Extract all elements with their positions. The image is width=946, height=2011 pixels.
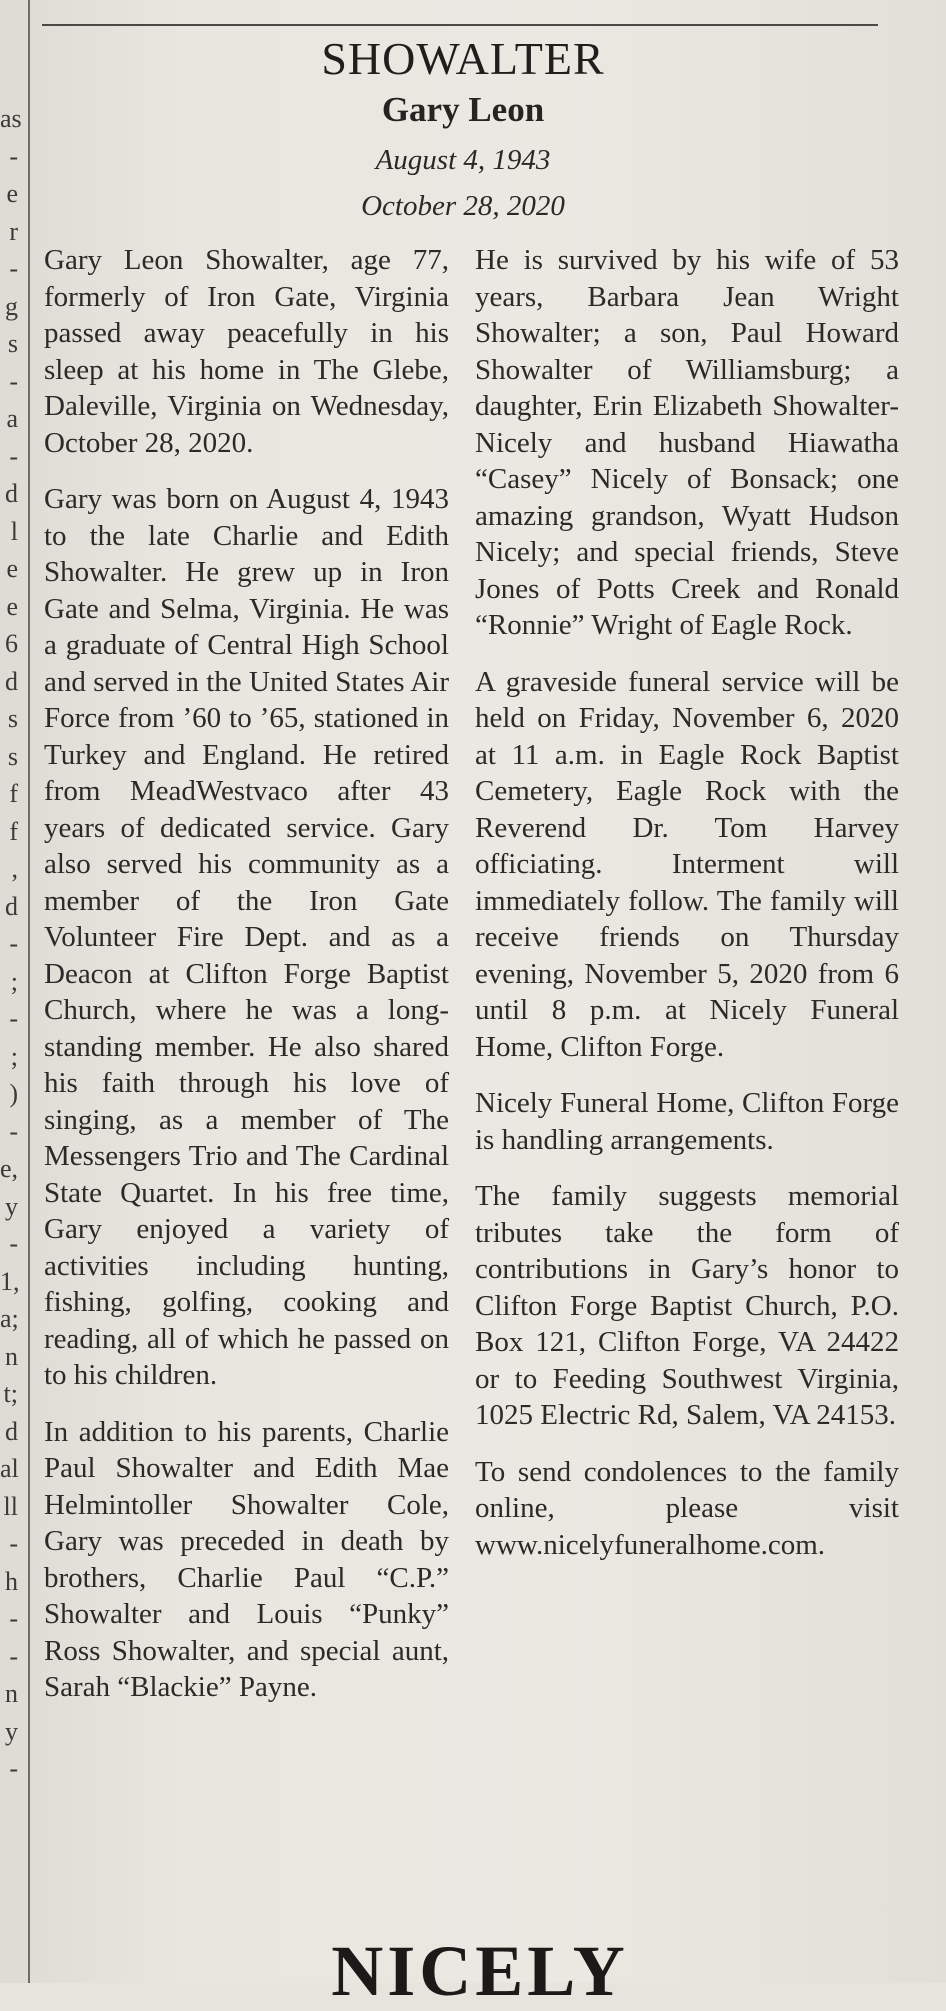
paragraph-intro: Gary Leon Showalter, age 77, formerly of Iron Gate, Virginia passed away peacefully in his sleep at his home in The Glebe, Daleville, Virginia on Wednesday, October 28, 2020. [44,244,449,459]
fragment: a [6,404,18,433]
fragment: 6 [5,629,18,658]
fragment: - [9,1004,18,1033]
fragment: - [9,1529,18,1558]
fragment: r [9,216,18,246]
fragment: a; [0,1304,19,1333]
fragment: e [6,591,18,621]
fragment: d [5,1416,18,1446]
fragment: - [9,1641,18,1671]
fragment: n [5,1341,18,1371]
fragment: al [0,1454,19,1483]
fragment: f [9,779,18,808]
obituary-surname: SHOWALTER [321,33,605,84]
fragment: - [9,1116,18,1146]
fragment: ) [9,1079,18,1108]
paragraph-condolences: To send condolences to the family online, please visit www.nicelyfuneralhome.com. [475,1455,899,1561]
paragraph-arrangements: Nicely Funeral Home, Clifton Forge is handling arrangements. [475,1087,899,1156]
fragment: - [9,366,18,396]
fragment: e [6,554,18,583]
top-rule [42,24,878,26]
fragment: y [5,1716,18,1746]
fragment: d [5,891,18,921]
fragment: f [9,816,18,846]
fragment: e [6,179,18,208]
fragment: ; [10,1041,18,1071]
fragment: t; [3,1379,18,1408]
fragment: - [9,1754,18,1783]
fragment: d [5,666,18,696]
fragment: d [5,479,18,508]
obituary-column-right [475,242,899,1583]
paragraph-preceded: In addition to his parents, Charlie Paul Showalter and Edith Mae Helmintoller Showalter Cole, Gary was preceded in death by brothers, Charlie Paul “C.P.” Showalter and Louis “Punky” Ross Showalter, and special aunt, Sarah “Blackie” Payne. [44,1415,449,1703]
fragment: h [5,1566,18,1596]
column-divider [28,0,30,1983]
fragment: e, [0,1154,19,1183]
death-date: October 28, 2020 [361,190,565,222]
fragment: - [9,1604,18,1633]
funeral-home-logo: NICELY [331,1931,629,2011]
fragment: s [7,704,18,733]
fragment: s [7,741,18,771]
fragment: , [11,854,18,883]
obituary-column-left [44,242,449,1726]
fragment: - [9,929,18,958]
fragment: y [5,1191,18,1221]
paragraph-service: A graveside funeral service will be held on Friday, November 6, 2020 at 11 a.m. in Eagle Rock Baptist Cemetery, Eagle Rock with the Reverend Dr. Tom Harvey officiating. Interment will immediately follow. The family will receive friends on Thursday evening, November 5, 2020 from 6 until 8 p.m. at Nicely Funeral Home, Clifton Forge. [475,665,899,1063]
fragment: s [7,329,18,358]
fragment: n [5,1679,18,1708]
paragraph-survivors: He is survived by his wife of 53 years, Barbara Jean Wright Showalter; a son, Paul Howard Showalter of Williamsburg; a daughter, Erin Elizabeth Showalter-Nicely and husband Hiawatha “Casey” Nicely of Bonsack; one amazing grandson, Wyatt Hudson Nicely; and special friends, Steve Jones of Potts Creek and Ronald “Ronnie” Wright of Eagle Rock. [475,244,899,641]
paragraph-biography: Gary was born on August 4, 1943 to the late Charlie and Edith Showalter. He grew up in Iron Gate and Selma, Virginia. He was a graduate of Central High School and served in the United States Air Force from ’60 to ’65, stationed in Turkey and England. He retired from MeadWestvaco after 43 years of dedicated service. Gary also served his community as a member of the Iron Gate Volunteer Fire Dept. and as a Deacon at Clifton Forge Baptist Church, where he was a long-standing member. He also shared his faith through his love of singing, as a member of The Messengers Trio and The Cardinal State Quartet. In his free time, Gary enjoyed a variety of activities including hunting, fishing, golfing, cooking and reading, all of which he passed on to his children. [44,483,449,1391]
fragment: - [9,254,18,283]
fragment: ; [10,966,18,996]
fragment: - [9,141,18,171]
obituary-given-names: Gary Leon [381,90,545,129]
birth-date: August 4, 1943 [375,144,551,176]
paragraph-memorials: The family suggests memorial tributes take the form of contributions in Gary’s honor to Clifton Forge Baptist Church, P.O. Box 121, Clifton Forge, VA 24422 or to Feeding Southwest Virginia, 1025 Electric Rd, Salem, VA 24153. [475,1180,899,1431]
fragment: ll [3,1491,18,1521]
fragment: as [0,104,22,133]
fragment: 1, [0,1266,20,1296]
fragment: l [10,516,18,546]
fragment: g [5,291,18,321]
fragment: - [9,1229,18,1258]
adjacent-column-fragments [0,100,22,1983]
fragment: - [9,441,18,471]
